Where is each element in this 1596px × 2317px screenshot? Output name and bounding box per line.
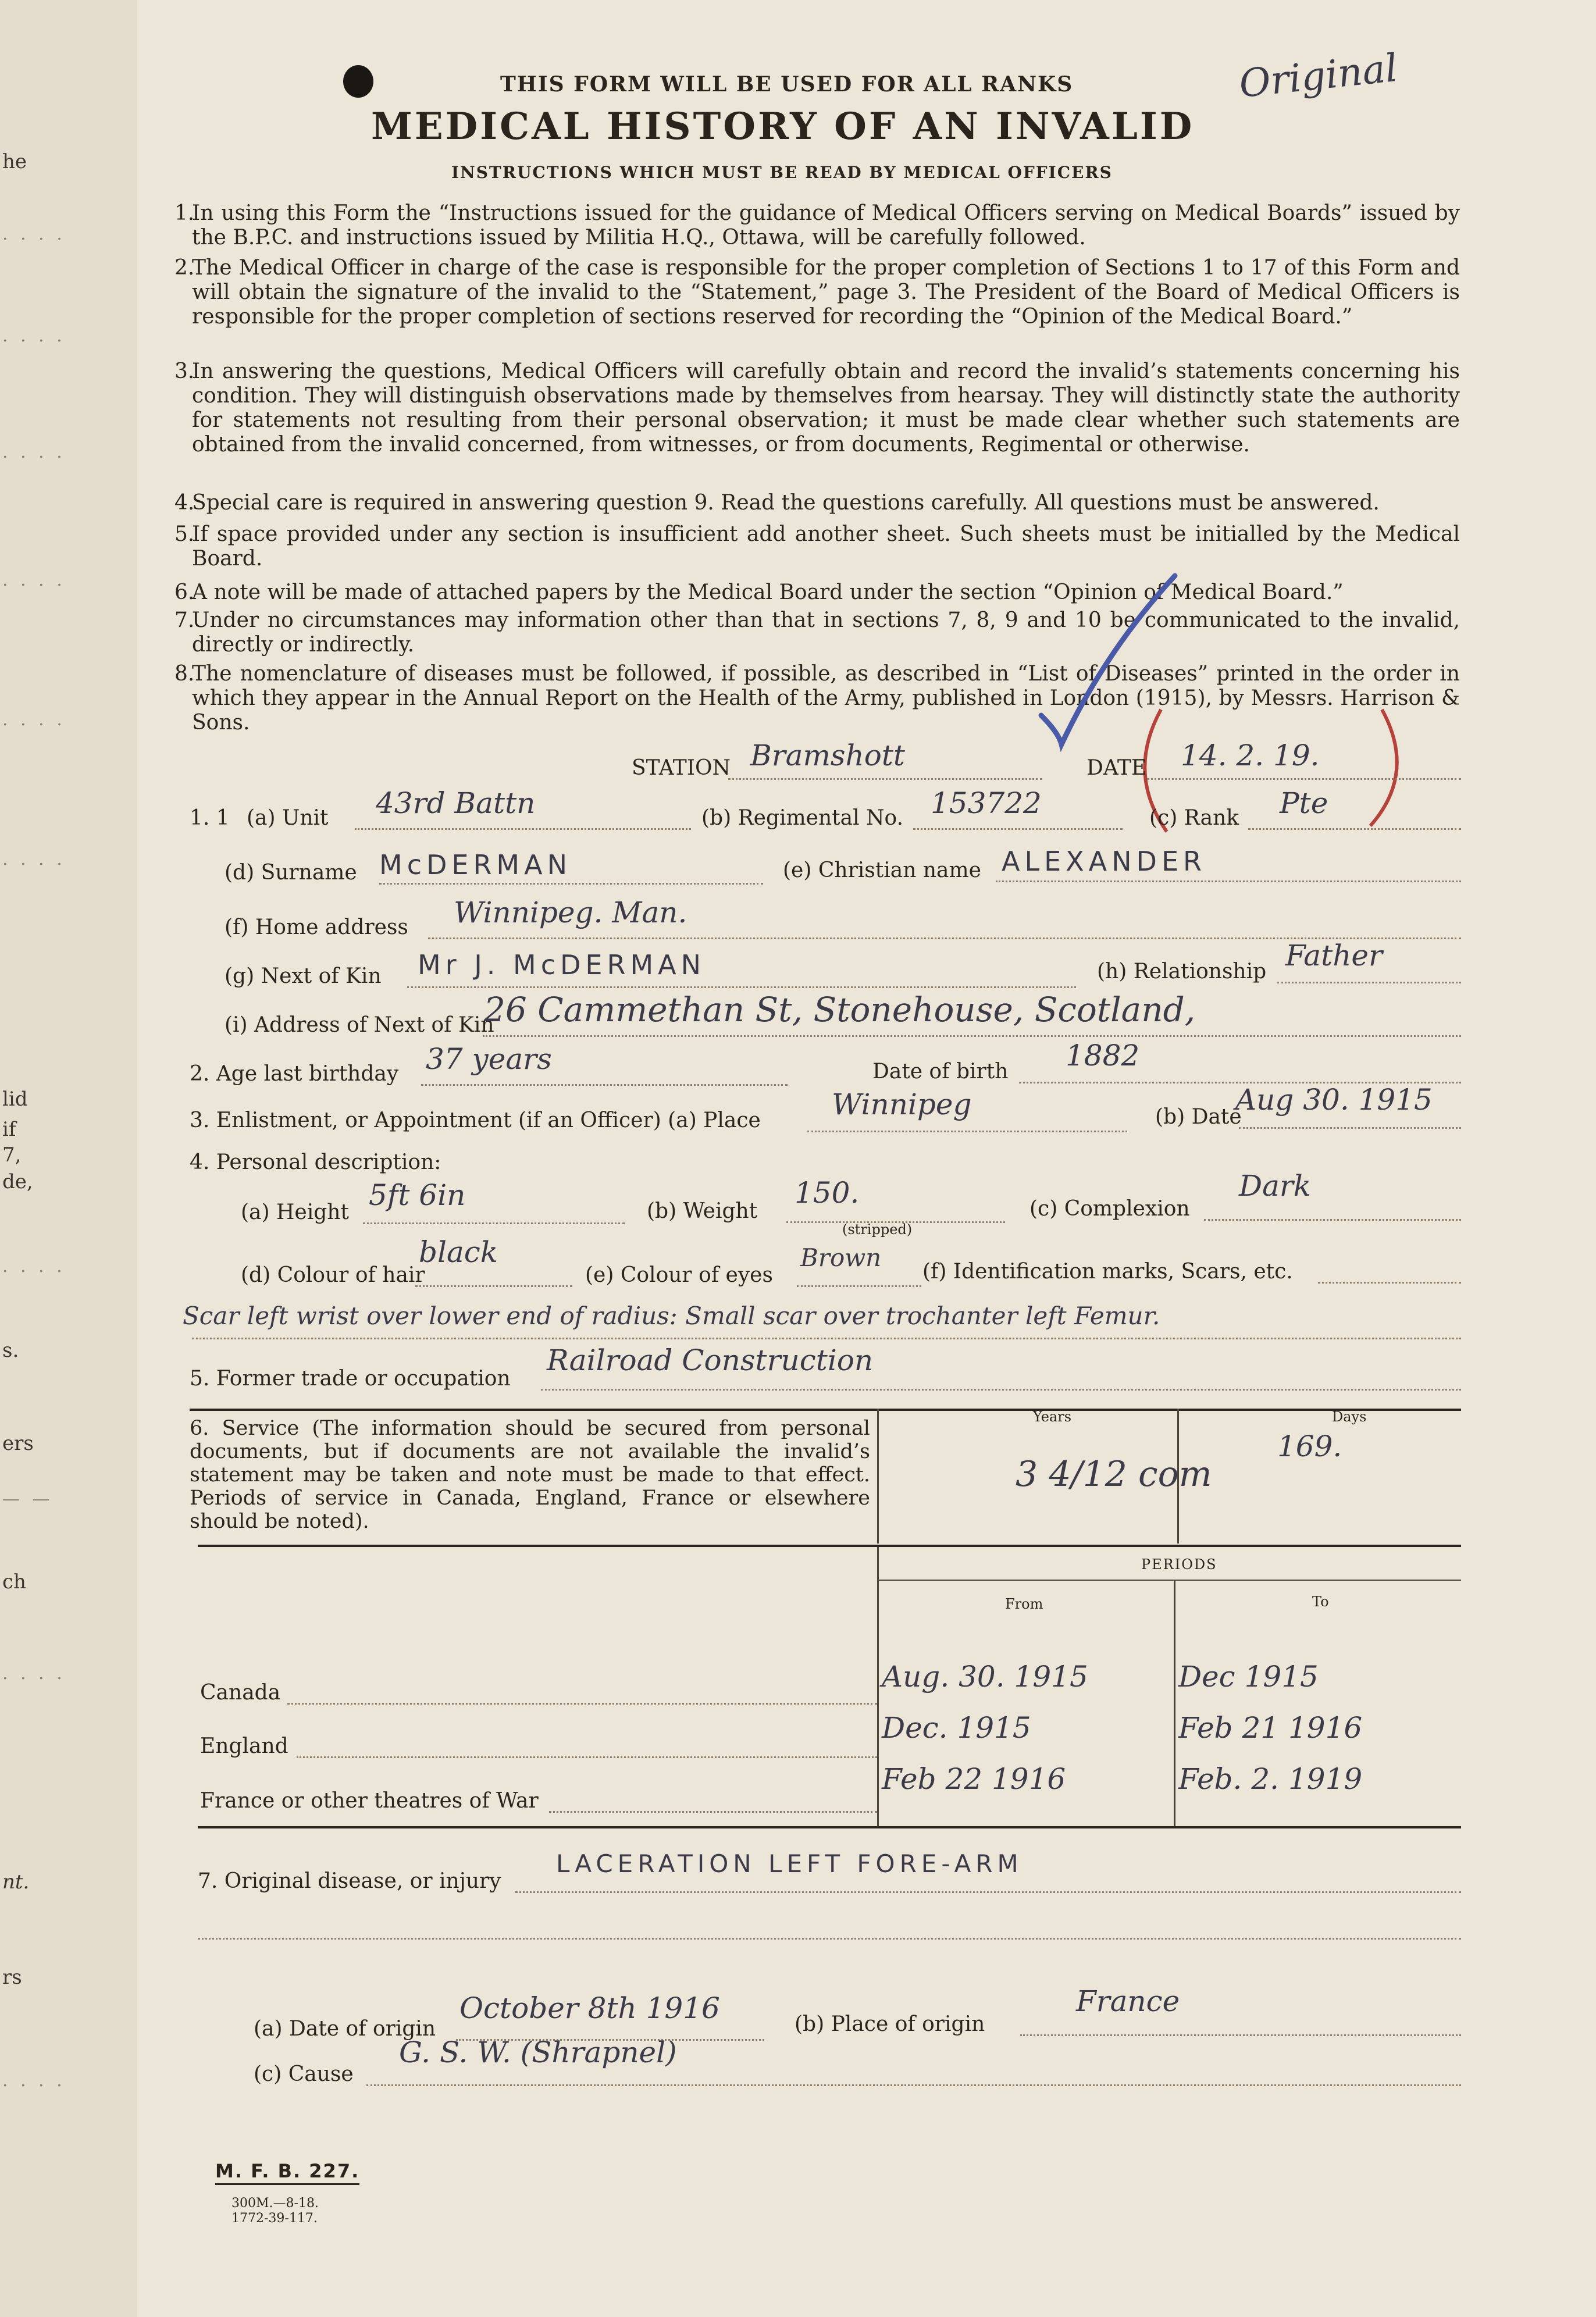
christian-name-label: (e) Christian name xyxy=(783,858,981,882)
origin-place-value: France xyxy=(1076,1984,1180,2018)
service-days-value: 169. xyxy=(1277,1430,1342,1463)
margin-fragment: de, xyxy=(2,1170,33,1193)
days-column-header: Days xyxy=(1332,1409,1367,1425)
service-place: Canada xyxy=(200,1681,281,1705)
relationship-value: Father xyxy=(1285,939,1383,972)
enlistment-date-label: (b) Date xyxy=(1155,1105,1242,1129)
service-to: Dec 1915 xyxy=(1178,1660,1319,1694)
kin-address-label: (i) Address of Next of Kin xyxy=(225,1013,494,1037)
instruction-item: 6. A note will be made of attached papers by the Medical Board under the section “Opinion of Medical Board.” xyxy=(174,580,1344,604)
height-value: 5ft 6in xyxy=(369,1178,466,1212)
margin-fragment: 7, xyxy=(2,1143,22,1167)
instruction-item: 7. Under no circumstances may information other than that in sections 7, 8, 9 and 10 be communicated to the invalid, directly or indirectly. xyxy=(174,608,1460,657)
hair-colour-value: black xyxy=(419,1235,498,1269)
dob-value: 1882 xyxy=(1066,1039,1140,1072)
form-number: M. F. B. 227. xyxy=(215,2160,359,2185)
service-to: Feb 21 1916 xyxy=(1178,1711,1363,1745)
surname-label: (d) Surname xyxy=(225,861,357,885)
margin-dots: . . . . xyxy=(2,442,66,462)
regimental-no-value: 153722 xyxy=(931,786,1042,820)
home-address-value: Winnipeg. Man. xyxy=(454,896,687,929)
eye-colour-label: (e) Colour of eyes xyxy=(585,1263,773,1287)
margin-fragment: ch xyxy=(2,1570,26,1594)
weight-value: 150. xyxy=(795,1176,860,1210)
to-column-header: To xyxy=(1312,1594,1329,1610)
margin-fragment: he xyxy=(2,150,27,173)
station-value: Bramshott xyxy=(750,739,906,772)
service-instructions: 6. Service (The information should be secured from personal documents, but if documents are not available the invalid’s statement may be taken and note must be made to that effect. Periods of service in Canada, England, France or elsewhere should be noted). xyxy=(190,1417,870,1533)
weight-stripped-note: (stripped) xyxy=(842,1221,913,1238)
margin-dots: . . . . xyxy=(2,1663,66,1684)
eye-colour-value: Brown xyxy=(800,1243,882,1272)
enlistment-place-label: 3. Enlistment, or Appointment (if an Officer) (a) Place xyxy=(190,1108,761,1132)
instruction-item: 2. The Medical Officer in charge of the case is responsible for the proper completion of Sections 1 to 17 of this Form and will obtain the signature of the invalid to the “Statement,” page 3. The President of the Board of Medical Officers is responsible for the proper completion of sections reserved for recording the “Opinion of the Medical Board.” xyxy=(174,256,1460,329)
margin-fragment: lid xyxy=(2,1088,28,1111)
instructions-heading: INSTRUCTIONS WHICH MUST BE READ BY MEDICAL OFFICERS xyxy=(451,163,1113,182)
regimental-no-label: (b) Regimental No. xyxy=(701,806,904,830)
margin-dots: . . . . xyxy=(2,326,66,346)
instruction-item: 8. The nomenclature of diseases must be followed, if possible, as described in “List of Diseases” printed in the order in which they appear in the Annual Report on the Health of the Army, published in London (1915), by Messrs. Harrison & Sons. xyxy=(174,662,1460,735)
margin-dots: . . . . xyxy=(2,849,66,869)
service-from: Aug. 30. 1915 xyxy=(882,1660,1088,1694)
cause-value: G. S. W. (Shrapnel) xyxy=(399,2036,677,2069)
trade-value: Railroad Construction xyxy=(547,1343,874,1377)
instruction-item: 3. In answering the questions, Medical Officers will carefully obtain and record the invalid’s statements concerning his condition. They will distinguish observations made by themselves from hearsay. They will distinctly state the authority for statements not resulting from their personal observation; it must be made clear whether such statements are obtained from the invalid concerned, from witnesses, or from documents, Regimental or otherwise. xyxy=(174,359,1460,457)
relationship-label: (h) Relationship xyxy=(1097,960,1267,983)
service-place: France or other theatres of War xyxy=(200,1789,539,1813)
margin-dots: . . . . xyxy=(2,570,66,590)
service-from: Dec. 1915 xyxy=(882,1711,1031,1745)
margin-dots: . . . . xyxy=(2,224,66,244)
margin-fragment: rs xyxy=(2,1966,22,1989)
page-title: MEDICAL HISTORY OF AN INVALID xyxy=(371,105,1195,148)
original-disease-value: LACERATION LEFT FORE-ARM xyxy=(556,1849,1023,1878)
rank-value: Pte xyxy=(1280,786,1328,820)
instruction-item: 1. In using this Form the “Instructions issued for the guidance of Medical Officers serving on Medical Boards” issued by the B.P.C. and instructions issued by Militia H.Q., Ottawa, will be carefully followed. xyxy=(174,201,1460,249)
enlistment-date-value: Aug 30. 1915 xyxy=(1235,1083,1433,1117)
hair-colour-label: (d) Colour of hair xyxy=(241,1263,425,1287)
origin-place-label: (b) Place of origin xyxy=(795,2012,985,2036)
cause-label: (c) Cause xyxy=(254,2062,354,2086)
from-column-header: From xyxy=(1005,1596,1043,1612)
service-place: England xyxy=(200,1734,288,1758)
kin-address-value: 26 Cammethan St, Stonehouse, Scotland, xyxy=(484,990,1196,1029)
margin-dots: — — xyxy=(2,1489,54,1509)
instruction-item: 5. If space provided under any section is insufficient add another sheet. Such sheets must be initialled by the Medical Board. xyxy=(174,522,1460,571)
dob-label: Date of birth xyxy=(872,1060,1009,1083)
weight-label: (b) Weight xyxy=(647,1199,758,1223)
unit-label: (a) Unit xyxy=(247,806,329,830)
margin-fragment: nt. xyxy=(2,1870,30,1894)
service-to: Feb. 2. 1919 xyxy=(1178,1762,1363,1796)
margin-dots: . . . . xyxy=(2,1256,66,1277)
margin-dots: . . . . xyxy=(2,710,66,730)
rank-label: (c) Rank xyxy=(1149,806,1239,830)
margin-fragment: s. xyxy=(2,1339,19,1362)
date-label: DATE xyxy=(1086,756,1147,780)
enlistment-place-value: Winnipeg xyxy=(832,1088,972,1121)
identification-marks-label: (f) Identification marks, Scars, etc. xyxy=(922,1260,1293,1284)
station-label: STATION xyxy=(632,756,731,780)
original-annotation: Original xyxy=(1237,45,1400,107)
form-scope-line: THIS FORM WILL BE USED FOR ALL RANKS xyxy=(500,72,1074,97)
complexion-label: (c) Complexion xyxy=(1029,1197,1190,1221)
age-label: 2. Age last birthday xyxy=(190,1062,399,1086)
punch-hole xyxy=(343,65,373,98)
home-address-label: (f) Home address xyxy=(225,915,408,939)
margin-fragment: if xyxy=(2,1118,16,1141)
instruction-item: 4. Special care is required in answering question 9. Read the questions carefully. All questions must be answered. xyxy=(174,491,1380,515)
date-value: 14. 2. 19. xyxy=(1181,739,1320,772)
height-label: (a) Height xyxy=(241,1200,349,1224)
origin-date-label: (a) Date of origin xyxy=(254,2017,436,2041)
adjacent-page-strip xyxy=(0,0,139,2317)
periods-header: PERIODS xyxy=(1141,1556,1217,1573)
next-of-kin-value: Mr J. McDERMAN xyxy=(418,949,706,981)
origin-date-value: October 8th 1916 xyxy=(459,1991,720,2025)
identification-marks-value: Scar left wrist over lower end of radius: Small scar over trochanter left Femur. xyxy=(183,1302,1160,1330)
years-column-header: Years xyxy=(1033,1409,1072,1425)
unit-value: 43rd Battn xyxy=(376,786,536,820)
surname-value: McDERMAN xyxy=(379,849,572,881)
trade-label: 5. Former trade or occupation xyxy=(190,1367,511,1391)
service-from: Feb 22 1916 xyxy=(882,1762,1066,1796)
margin-fragment: ers xyxy=(2,1432,34,1455)
service-years-value: 3 4/12 com xyxy=(1016,1454,1212,1495)
margin-dots: . . . . xyxy=(2,2070,66,2091)
original-disease-label: 7. Original disease, or injury xyxy=(198,1869,501,1893)
christian-name-value: ALEXANDER xyxy=(1002,846,1206,877)
next-of-kin-label: (g) Next of Kin xyxy=(225,964,382,988)
section-1-number: 1. 1 xyxy=(190,806,230,830)
age-value: 37 years xyxy=(426,1042,552,1076)
complexion-value: Dark xyxy=(1239,1169,1312,1203)
print-code: 1772-39-117. xyxy=(231,2211,318,2226)
print-run: 300M.—8-18. xyxy=(231,2196,319,2211)
personal-description-label: 4. Personal description: xyxy=(190,1150,441,1174)
